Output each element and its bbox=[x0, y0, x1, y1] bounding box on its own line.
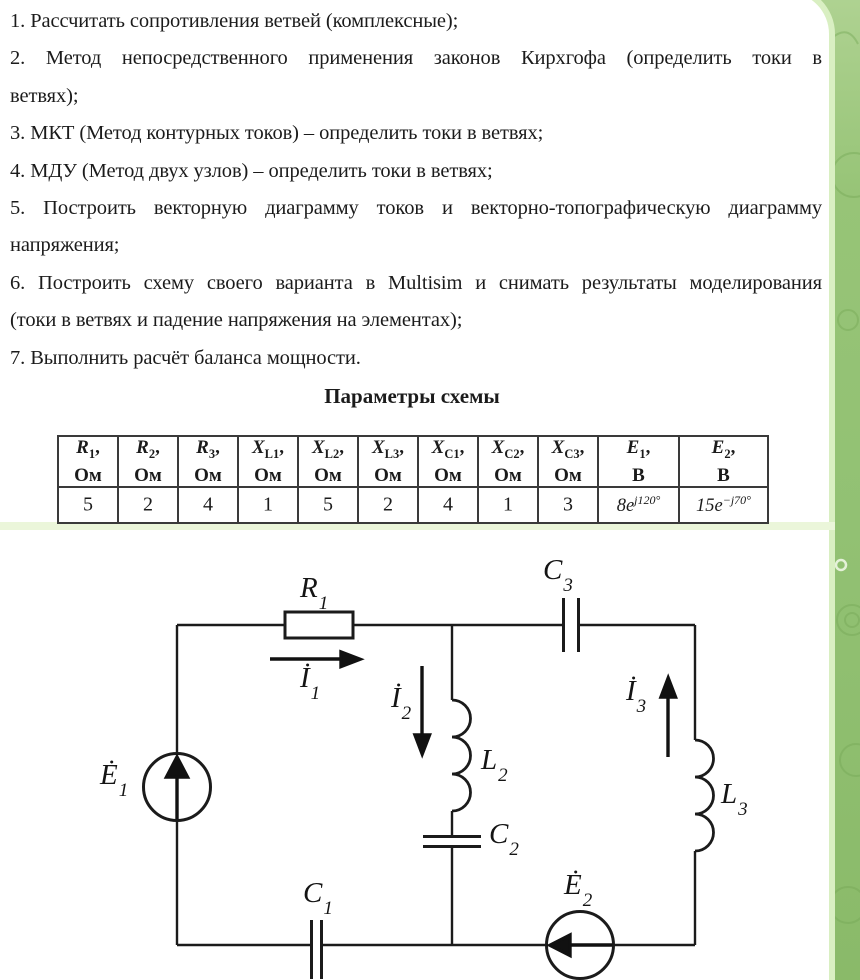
label-r1: $R_1$ bbox=[300, 572, 329, 614]
header-e1: $E_1$, В bbox=[598, 436, 679, 487]
task-line: 7. Выполнить расчёт баланса мощности. bbox=[10, 346, 361, 369]
value-xc2: 1 bbox=[478, 487, 538, 523]
task-line: (токи в ветвях и падение напряжения на элементах); bbox=[10, 309, 463, 332]
header-xc3: $X_{C3}$, Ом bbox=[538, 436, 598, 487]
label-e1: $Ė_1$ bbox=[100, 759, 129, 801]
label-l2: $L_2$ bbox=[481, 744, 508, 786]
parameters-table bbox=[57, 435, 769, 524]
header-e2: $E_2$, В bbox=[679, 436, 768, 487]
table-title: Параметры схемы bbox=[324, 384, 500, 408]
value-xl3: 2 bbox=[358, 487, 418, 523]
value-xc3: 3 bbox=[538, 487, 598, 523]
table-value-row bbox=[58, 487, 768, 523]
label-c3: $C_3$ bbox=[543, 554, 573, 596]
header-r2: $R_2$, Ом bbox=[118, 436, 178, 487]
value-r2: 2 bbox=[118, 487, 178, 523]
task-line: 5. Построить векторную диаграмму токов и векторно-топографическую диаграмму bbox=[10, 197, 822, 220]
label-e2: $Ė_2$ bbox=[564, 869, 593, 911]
header-r1: $R_1$, Ом bbox=[58, 436, 118, 487]
label-l3: $L_3$ bbox=[721, 778, 748, 820]
task-line: 4. МДУ (Метод двух узлов) – определить токи в ветвях; bbox=[10, 159, 493, 182]
capacitor-c2 bbox=[423, 837, 481, 847]
header-xc2: $X_{C2}$, Ом bbox=[478, 436, 538, 487]
capacitor-c3 bbox=[564, 598, 579, 652]
task-line: ветвях); bbox=[10, 84, 79, 107]
value-xl2: 5 bbox=[298, 487, 358, 523]
label-i3: $İ_3$ bbox=[626, 675, 647, 717]
task-line: 6. Построить схему своего варианта в Multisim и снимать результаты моделирования bbox=[10, 271, 822, 294]
table-header-row bbox=[58, 436, 768, 487]
resistor-r1 bbox=[285, 612, 353, 638]
task-line: 3. МКТ (Метод контурных токов) – определить токи в ветвях; bbox=[10, 122, 544, 145]
header-xl3: $X_{L3}$, Ом bbox=[358, 436, 418, 487]
inductor-l3 bbox=[695, 740, 714, 851]
value-xc1: 4 bbox=[418, 487, 478, 523]
label-i1: $İ_1$ bbox=[300, 662, 321, 704]
label-c2: $C_2$ bbox=[489, 818, 519, 860]
task-line: напряжения; bbox=[10, 234, 120, 257]
header-r3: $R_3$, Ом bbox=[178, 436, 238, 487]
capacitor-c1 bbox=[312, 920, 322, 979]
value-r1: 5 bbox=[58, 487, 118, 523]
inductor-l2 bbox=[452, 700, 471, 811]
circuit-diagram bbox=[0, 535, 860, 980]
value-r3: 4 bbox=[178, 487, 238, 523]
value-e1: $8e^{j120^\circ}$ bbox=[598, 487, 679, 523]
header-xl2: $X_{L2}$, Ом bbox=[298, 436, 358, 487]
task-line: 2. Метод непосредственного применения законов Кирхгофа (определить токи в bbox=[10, 47, 822, 70]
task-list bbox=[10, 3, 822, 377]
value-xl1: 1 bbox=[238, 487, 298, 523]
current-i2-arrowhead-icon bbox=[415, 735, 430, 754]
header-xl1: $X_{L1}$, Ом bbox=[238, 436, 298, 487]
current-i3-arrowhead-icon bbox=[661, 678, 676, 697]
value-e2: $15e^{-j70^\circ}$ bbox=[679, 487, 768, 523]
label-c1: $C_1$ bbox=[303, 877, 333, 919]
task-line: 1. Рассчитать сопротивления ветвей (комплексные); bbox=[10, 10, 459, 32]
label-i2: $İ_2$ bbox=[391, 682, 412, 724]
current-i1-arrowhead-icon bbox=[341, 652, 360, 667]
header-xc1: $X_{C1}$, Ом bbox=[418, 436, 478, 487]
